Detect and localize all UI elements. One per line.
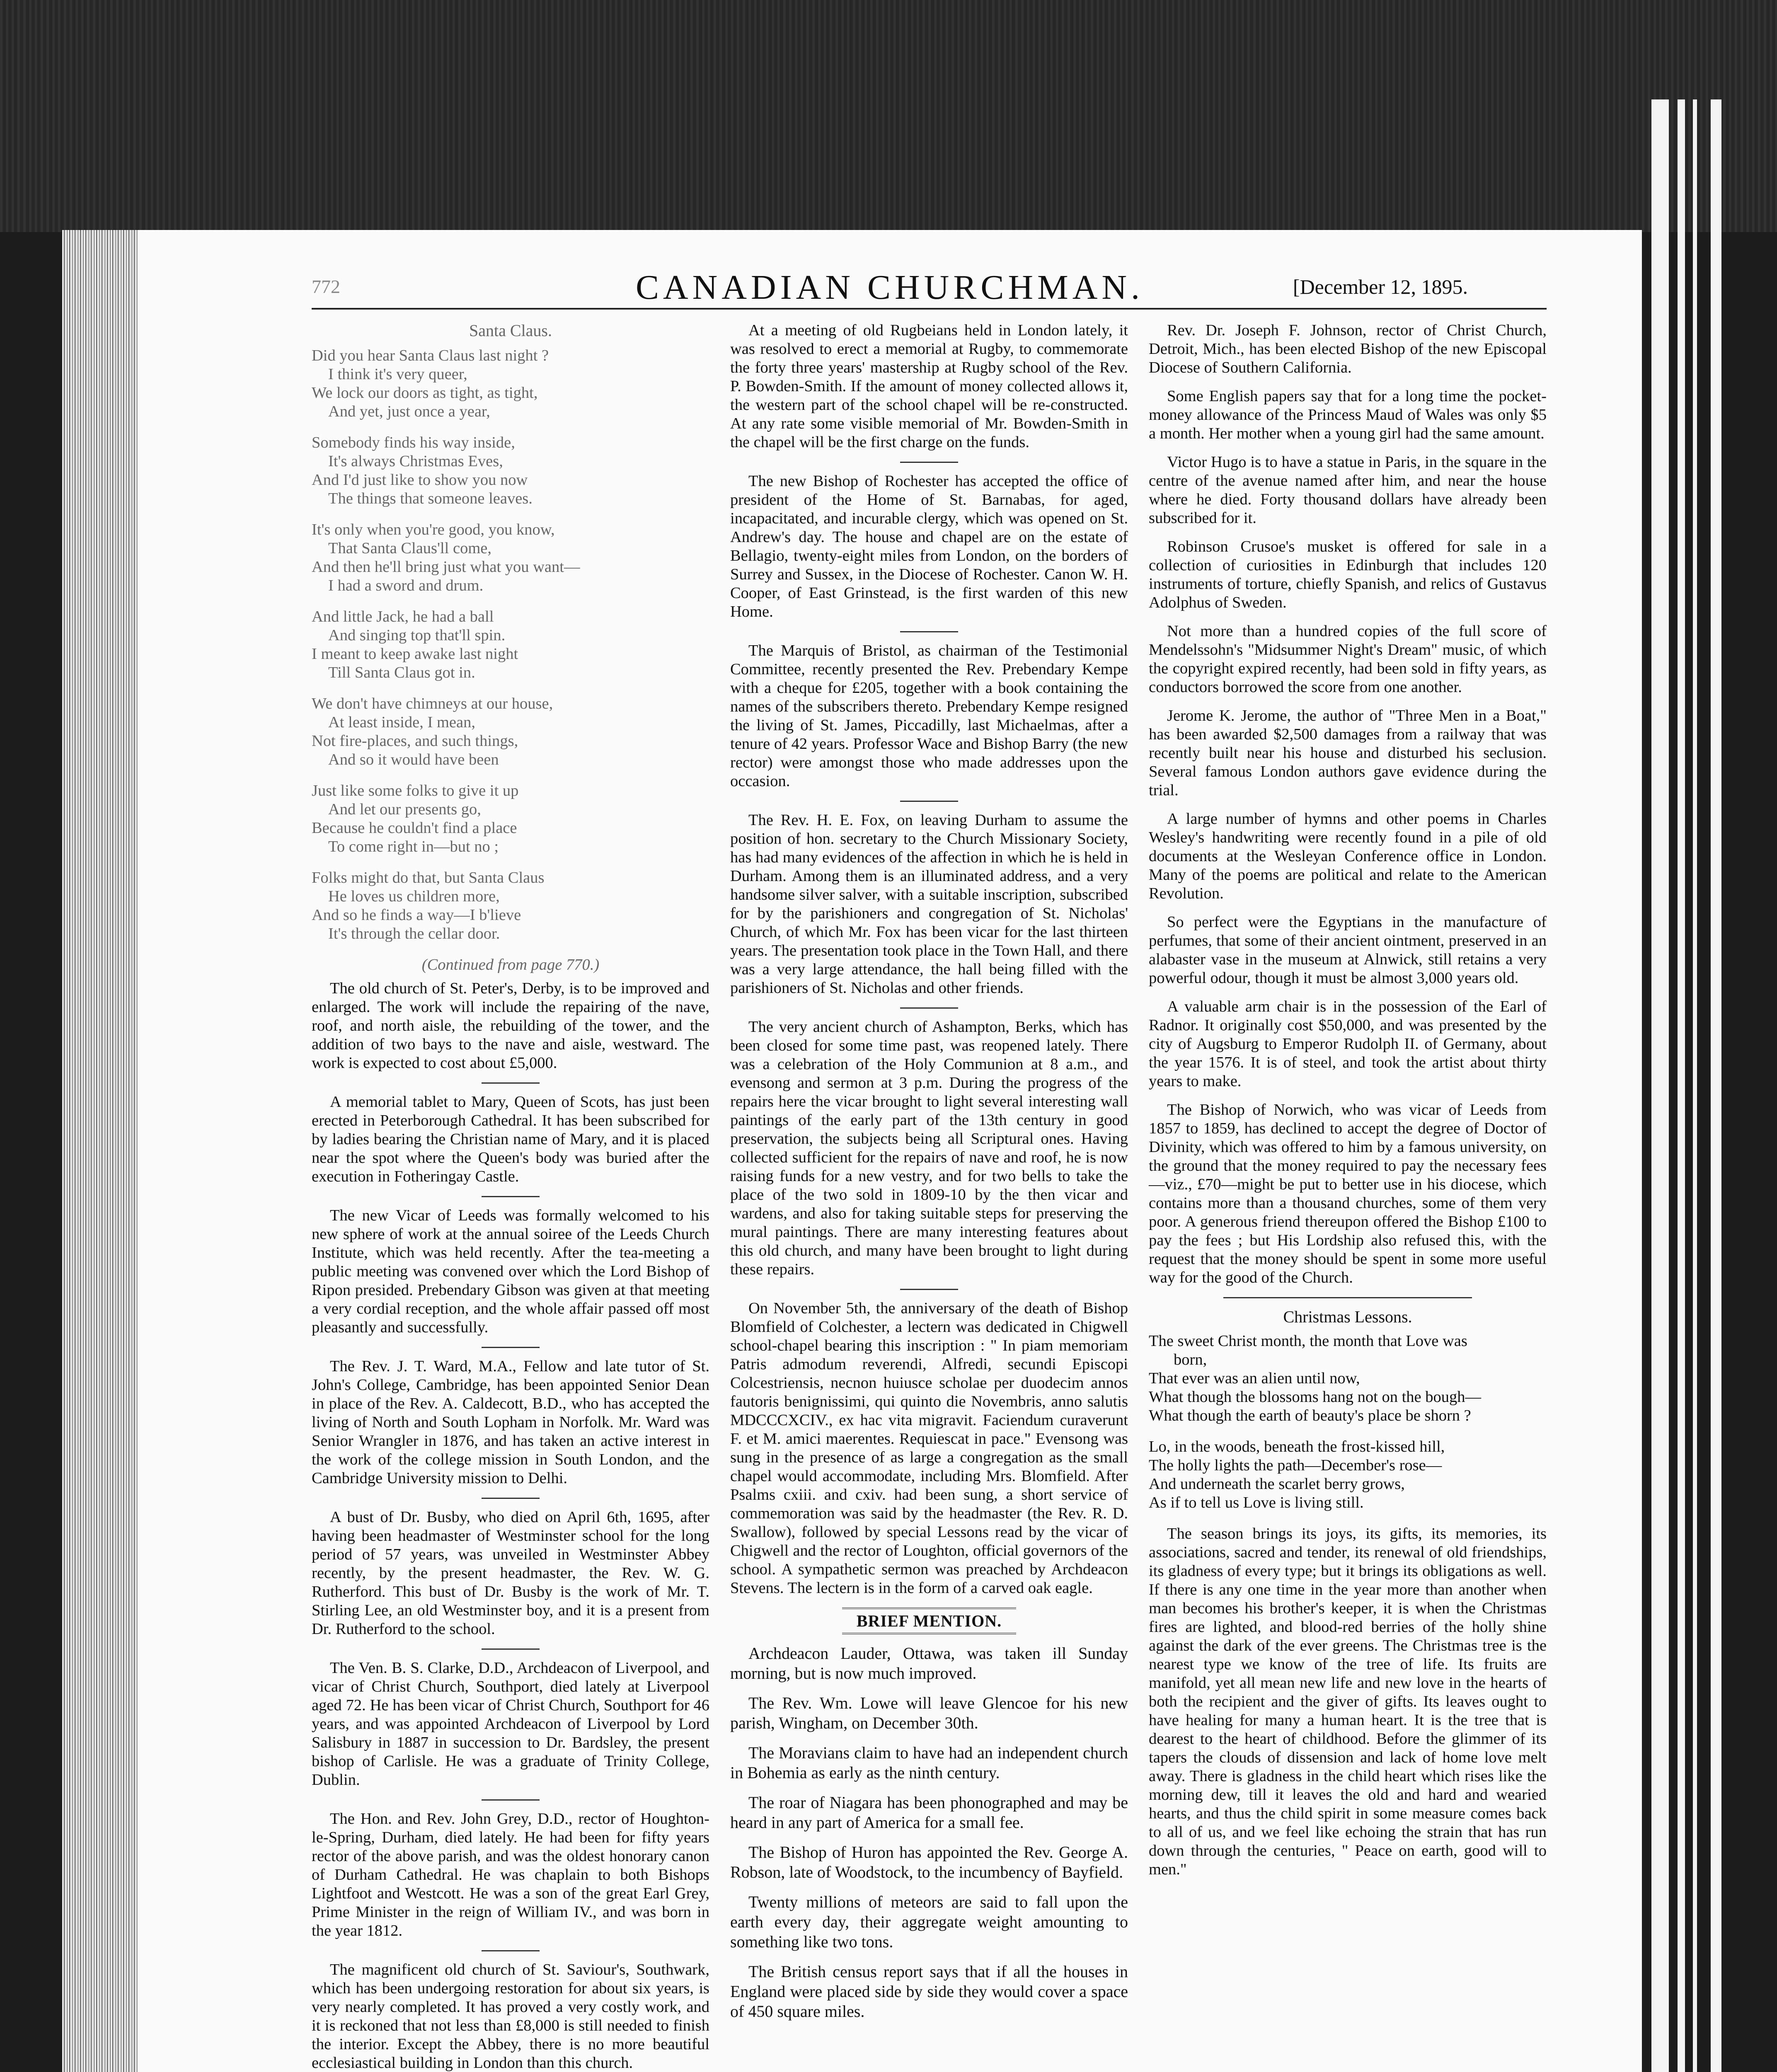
divider [482,1498,540,1499]
poem-line: We lock our doors as tight, as tight, [312,384,538,402]
page-number: 772 [312,276,340,297]
masthead-title: CANADIAN CHURCHMAN. [635,268,1144,307]
scanner-edge-bar [1693,99,1697,2072]
column-2 [730,321,1128,2072]
news-paragraph: The Bishop of Norwich, who was vicar of Leeds from 1857 to 1859, has declined to accept the degree of Doctor of Divinity, which was offered to him by a famous university, on the ground that the money required to pay the necessary fees—viz., £70—might be put to better use in his diocese, which contains more than a thousand churches, some of them very poor. A generous friend thereupon offered the Bishop £100 to pay the fees ; but His Lordship also refused this, with the request that the money should be spent in some more useful way for the good of the Church. [1149,1101,1547,1286]
poem-line: Folks might do that, but Santa Claus [312,869,545,886]
news-paragraph: The very ancient church of Ashampton, Berks, which has been closed for some time past, was reopened lately. There was a celebration of the Holy Communion at 8 a.m., and evensong and sermon at 3 p.m. During the progress of the repairs here the vicar brought to light several interesting wall paintings of the early part of the 13th century in good preservation, the subjects being all Scriptural ones. Having collected sufficient for the repairs of nave and roof, he is now raising funds for a new vestry, and for two bells to take the place of the two sold in 1809-10 by the then vicar and wardens, and also for taking suitable steps for preserving the mural paintings. There are many interesting features about this old church, and many have been brought to light during these repairs. [730,1018,1128,1278]
news-paragraph: Not more than a hundred copies of the full score of Mendelssohn's "Midsummer Night's Dream" music, of which the copyright expired recently, had been sold in fifty years, as conductors borrowed the score from one another. [1149,622,1547,696]
divider [482,1347,540,1348]
news-paragraph: Jerome K. Jerome, the author of "Three Men in a Boat," has been awarded $2,500 damages from a railway that was recently built near his house and disturbed his seclusion. Several famous London authors gave evidence during the trial. [1149,707,1547,799]
divider [482,1950,540,1951]
poem-line: The holly lights the path—December's rose— [1149,1457,1442,1474]
poem-line: What though the earth of beauty's place be shorn ? [1149,1407,1471,1424]
poem-line: And let our presents go, [328,801,481,818]
divider [1223,1297,1472,1298]
poem-line: And yet, just once a year, [328,403,490,420]
poem-line: And little Jack, he had a ball [312,608,494,625]
brief-item: The Bishop of Huron has appointed the Rev. George A. Robson, late of Woodstock, to the incumbency of Bayfield. [730,1843,1128,1881]
poem-line: The things that someone leaves. [328,490,533,507]
poem-line: Not fire-places, and such things, [312,732,518,750]
poem-santa-claus [312,346,709,943]
column-3 [1149,321,1547,2072]
poem-line: And I'd just like to show you now [312,471,528,489]
brief-mention-list [730,1644,1128,2021]
news-paragraph: The Marquis of Bristol, as chairman of the Testimonial Committee, recently presented the Rev. Prebendary Kempe with a cheque for £205, together with a book containing the names of the subscribers thereto. Prebendary Kempe resigned the living of St. James, Piccadilly, last Michaelmas, after a tenure of 42 years. Professor Wace and Bishop Barry (the new rector) were amongst those who made addresses upon the occasion. [730,642,1128,790]
brief-item: Archdeacon Lauder, Ottawa, was taken ill Sunday morning, but is now much improved. [730,1644,1128,1682]
closing-paragraph: The season brings its joys, its gifts, its memories, its associations, sacred and tender, its renewal of old friendships, its gladness of every type; but it brings its obligations as well. If there is any one time in the year more than another when man becomes his brother's keeper, it is when the Christmas fires are lighted, and blood-red berries of the holly shine against the dark of the ever greens. The Christmas tree is the nearest type we know of the tree of life. Its fruits are manifold, yet all mean new life and new love in the hearts of both the recipient and the giver of gifts. Its leaves ought to have healing for many a human heart. It is the tree that is dearest to the heart of childhood. Before the glimmer of its tapers the clouds of dissension and lack of home love melt away. There is gladness in the child heart which rises like the morning dew, till it leaves the old and hard and wearied hearts, and thus the child spirit in some measure comes back to all of us, and we feel like echoing the strain that has run down through the centuries, " Peace on earth, good will to men." [1149,1525,1547,1878]
poem-line: We don't have chimneys at our house, [312,695,553,712]
brief-item: The British census report says that if all the houses in England were placed side by side they would cover a space of 450 square miles. [730,1962,1128,2021]
issue-date: [December 12, 1895. [1293,275,1468,298]
poem-line: It's always Christmas Eves, [328,453,503,470]
divider [900,631,958,632]
news-paragraph: The old church of St. Peter's, Derby, is to be improved and enlarged. The work will include the repairing of the nave, roof, and north aisle, the rebuilding of the tower, and the addition of two bays to the nave and aisle, westward. The work is expected to cost about £5,000. [312,980,709,1072]
poem-stanza [312,695,709,769]
news-paragraph: A memorial tablet to Mary, Queen of Scots, has just been erected in Peterborough Cathedral. It has been subscribed for by ladies bearing the Christian name of Mary, and it is placed near the spot where the Queen's body was buried after the execution in Fotheringay Castle. [312,1093,709,1185]
poem-stanza [312,869,709,943]
divider [900,462,958,463]
news-paragraph: At a meeting of old Rugbeians held in London lately, it was resolved to erect a memorial at Rugby, to commemorate the forty three years' mastership at Rugby school of the Rev. P. Bowden-Smith. If the amount of money collected allows it, the western part of the school chapel will be re-constructed. At any rate some visible memorial of Mr. Bowden-Smith in the chapel will be the first charge on the funds. [730,322,1128,451]
scanner-edge-bar [1678,99,1685,2072]
poem-line: It's through the cellar door. [328,925,500,942]
news-paragraph: The Rev. J. T. Ward, M.A., Fellow and late tutor of St. John's College, Cambridge, has been appointed Senior Dean in place of the Rev. A. Caldecott, B.D., who has accepted the living of North and South Lopham in Norfolk. Mr. Ward was Senior Wrangler in 1876, and has taken an active interest in the work of the college mission in South London, and the Cambridge University mission to Delhi. [312,1358,709,1487]
poem-line: And singing top that'll spin. [328,627,506,644]
brief-item: The roar of Niagara has been phonographed and may be heard in any part of America for a small fee. [730,1793,1128,1832]
header-rule [312,308,1547,310]
poem-line: It's only when you're good, you know, [312,521,555,538]
divider [482,1082,540,1084]
news-paragraph: Victor Hugo is to have a statue in Paris, in the square in the centre of the avenue named after him, and near the house where he died. Forty thousand dollars have already been subscribed for it. [1149,453,1547,527]
poem-title: Christmas Lessons. [1283,1307,1412,1326]
poem-line: Lo, in the woods, beneath the frost-kissed hill, [1149,1438,1445,1455]
news-paragraph: On November 5th, the anniversary of the death of Bishop Blomfield of Colchester, a lectern was dedicated in Chigwell school-chapel bearing this inscription : " In piam memoriam Patris admodum reverendi, Alfredi, secundi Episcopi Colcestriensis, necnon huiusce scholae per duodecim annos fautoris benignissimi, qui quinto die Novembris, anno salutis MDCCCXCIV., ex hac vita migravit. Faciendum curaverunt F. et M. amici maerentes. Requiescat in pace." Evensong was sung in the presence of as large a congregation as the small chapel would accommodate, including Mrs. Blomfield. After Psalms cxiii. and cxiv. had been sung, a short service of commemoration was said by the headmaster (the Rev. R. D. Swallow), followed by special Lessons read by the vicar of Chigwell and the rector of Loughton, official governors of the school. A sympathetic sermon was preached by Archdeacon Stevens. The lectern is in the form of a carved oak eagle. [730,1300,1128,1597]
page-header [138,267,1642,305]
scanner-edge-bar [1651,99,1669,2072]
poem-line: As if to tell us Love is living still. [1149,1494,1364,1511]
poem-line: And then he'll bring just what you want— [312,558,580,576]
poem-stanza [312,520,709,595]
news-paragraph: A valuable arm chair is in the possession of the Earl of Radnor. It originally cost $50,000, and was presented by the city of Augsburg to Emperor Rudolph II. of Germany, about the year 1576. It is of steel, and took the artist about thirty years to make. [1149,998,1547,1090]
brief-item: Twenty millions of meteors are said to fall upon the earth every day, their aggregate weight amounting to something like two tons. [730,1893,1128,1951]
poem-stanza [312,433,709,508]
continued-note: (Continued from page 770.) [421,956,600,973]
divider [482,1799,540,1801]
divider [482,1648,540,1650]
poem-line: What though the blossoms hang not on the bough— [1149,1388,1482,1406]
news-paragraph: The Rev. H. E. Fox, on leaving Durham to assume the position of hon. secretary to the Church Missionary Society, has had many evidences of the affection in which he is held in Durham. Among them is an illuminated address, and a very handsome silver salver, with a suitable inscription, subscribed for by the parishioners and congregation of St. Nicholas' Church, of which Mr. Fox has been vicar for the last thirteen years. The presentation took place in the Town Hall, and there was a very large attendance, the hall being filled with the parishioners of St. Nicholas and other friends. [730,811,1128,997]
poem-line: I had a sword and drum. [328,577,484,594]
poem-stanza [312,782,709,856]
news-paragraph: So perfect were the Egyptians in the manufacture of perfumes, that some of their ancient ointment, preserved in an alabaster vase in the museum at Alnwick, still retains a very powerful odour, though it must be almost 3,000 years old. [1149,913,1547,987]
divider [900,801,958,802]
brief-item: The Moravians claim to have had an independent church in Bohemia as early as the ninth century. [730,1743,1128,1782]
poem-line: Because he couldn't find a place [312,819,517,837]
dark-backdrop [0,0,1777,232]
divider [482,1196,540,1197]
poem-line: Somebody finds his way inside, [312,434,515,451]
poem-line: The sweet Christ month, the month that Love was [1149,1332,1467,1350]
column-1 [312,321,709,2072]
poem-line: To come right in—but no ; [328,838,499,855]
poem-title: Santa Claus. [469,321,552,340]
brief-item: The Rev. Wm. Lowe will leave Glencoe for his new parish, Wingham, on December 30th. [730,1694,1128,1732]
poem-line: At least inside, I mean, [328,714,475,731]
poem-stanza [1149,1332,1547,1425]
poem-line: That ever was an alien until now, [1149,1370,1360,1387]
poem-line: And underneath the scarlet berry grows, [1149,1475,1405,1493]
scanner-edge-bar [1711,99,1721,2072]
poem-line: I think it's very queer, [328,366,467,383]
poem-stanza [312,346,709,421]
poem-line: Till Santa Claus got in. [328,664,475,681]
newspaper-page [137,230,1642,2072]
poem-line: That Santa Claus'll come, [328,540,491,557]
news-paragraph: The Ven. B. S. Clarke, D.D., Archdeacon of Liverpool, and vicar of Christ Church, Southport, died lately at Liverpool aged 72. He has been vicar of Christ Church, Southport for 46 years, and was appointed Archdeacon of Liverpool by Lord Salisbury in 1887 in succession to Dr. Bardsley, the present bishop of Carlisle. He was a graduate of Trinity College, Dublin. [312,1659,709,1789]
news-paragraph: Some English papers say that for a long time the pocket-money allowance of the Princess Maud of Wales was only $5 a month. Her mother when a young girl had the same amount. [1149,387,1547,442]
poem-stanza [312,608,709,682]
poem-line: He loves us children more, [328,888,500,905]
divider [900,1007,958,1009]
news-paragraph: Rev. Dr. Joseph F. Johnson, rector of Christ Church, Detroit, Mich., has been elected Bishop of the new Episcopal Diocese of Southern California. [1149,322,1547,376]
poem-line: Just like some folks to give it up [312,782,519,799]
poem-line: born, [1174,1351,1207,1368]
poem-stanza [1149,1438,1547,1512]
news-paragraph: The new Vicar of Leeds was formally welcomed to his new sphere of work at the annual soiree of the Leeds Church Institute, which was held recently. After the tea-meeting a public meeting was convened over which the Lord Bishop of Ripon presided. Prebendary Gibson was given at that meeting a very cordial reception, and the whole affair passed off most pleasantly and successfully. [312,1207,709,1336]
poem-line: Did you hear Santa Claus last night ? [312,347,549,364]
poem-line: I meant to keep awake last night [312,645,518,663]
news-paragraph: The new Bishop of Rochester has accepted the office of president of the Home of St. Barnabas, for aged, incapacitated, and incurable clergy, which was opened on St. Andrew's day. The house and chapel are on the estate of Bellagio, twenty-eight miles from London, on the borders of Surrey and Sussex, in the Diocese of Rochester. Canon W. H. Cooper, of East Grinstead, is the first warden of this new Home. [730,472,1128,620]
news-paragraph: A large number of hymns and other poems in Charles Wesley's handwriting were recently found in a pile of old documents at the Wesleyan Conference office in London. Many of the poems are political and relate to the American Revolution. [1149,810,1547,902]
section-heading-brief-mention: BRIEF MENTION. [842,1607,1016,1634]
divider [900,1289,958,1290]
poem-line: And so he finds a way—I b'lieve [312,906,521,924]
news-paragraph: Robinson Crusoe's musket is offered for sale in a collection of curiosities in Edinburgh that includes 120 instruments of torture, chiefly Spanish, and relics of Gustavus Adolphus of Sweden. [1149,538,1547,611]
poem-line: And so it would have been [328,751,499,768]
news-paragraph: The Hon. and Rev. John Grey, D.D., rector of Houghton-le-Spring, Durham, died lately. He had been for fifty years rector of the above parish, and was the oldest honorary canon of Durham Cathedral. He was chaplain to both Bishops Lightfoot and Westcott. He was a son of the great Earl Grey, Prime Minister in the reign of William IV., and was born in the year 1812. [312,1810,709,1939]
news-paragraph: The magnificent old church of St. Saviour's, Southwark, which has been undergoing restoration for about six years, is very nearly completed. It has proved a very costly work, and it is reckoned that not less than £8,000 is still needed to finish the interior. Except the Abbey, there is no more beautiful ecclesiastical building in London than this church. [312,1961,709,2072]
book-page-edges [62,230,137,2072]
news-paragraph: A bust of Dr. Busby, who died on April 6th, 1695, after having been headmaster of Westminster school for the long period of 57 years, was unveiled in Westminster Abbey recently, by the present headmaster, the Rev. W. G. Rutherford. This bust of Dr. Busby is the work of Mr. T. Stirling Lee, an old Westminster boy, and it is a present from Dr. Rutherford to the school. [312,1508,709,1638]
